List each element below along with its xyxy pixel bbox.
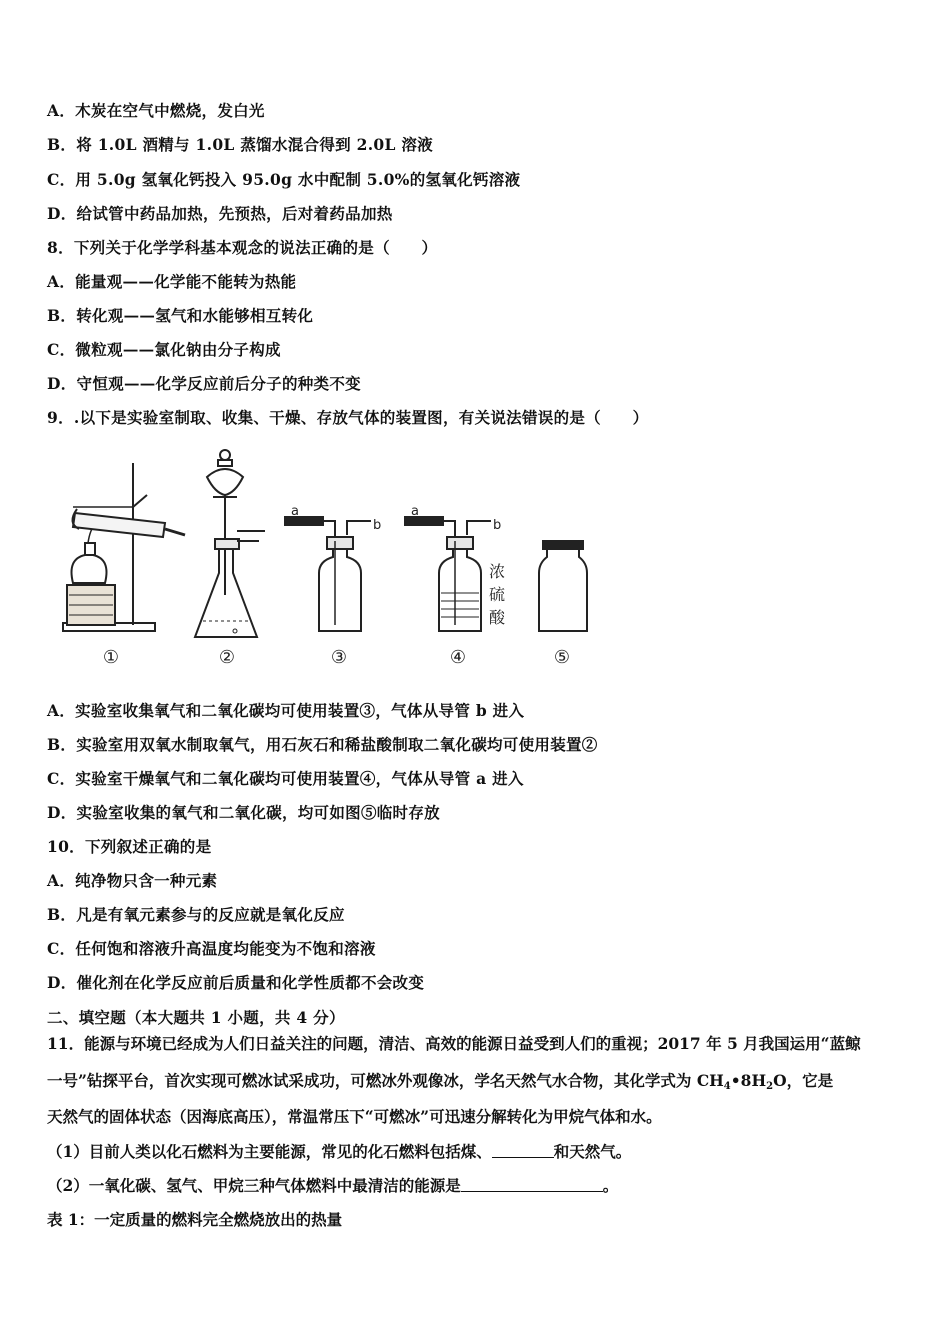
q9-stem: 9．.以下是实验室制取、收集、干燥、存放气体的装置图，有关说法错误的是（ ） xyxy=(47,408,649,427)
q10-option-b: B．凡是有氧元素参与的反应就是氧化反应 xyxy=(47,905,345,924)
q7-option-b: B．将 1.0L 酒精与 1.0L 蒸馏水混合得到 2.0L 溶液 xyxy=(47,135,433,154)
section-2-heading: 二、填空题（本大题共 1 小题，共 4 分） xyxy=(47,1008,345,1027)
q8-option-b: B．转化观——氢气和水能够相互转化 xyxy=(47,306,314,325)
q11-part-1-post: 和天然气。 xyxy=(553,1142,632,1161)
q11-part-2 xyxy=(47,1176,618,1196)
figure-label-3: ③ xyxy=(330,647,348,668)
ch4-subscript: 4 xyxy=(723,1081,731,1092)
apparatus-figure xyxy=(55,445,615,675)
acid-char-1: 浓 xyxy=(489,562,506,581)
q9-option-b: B．实验室用双氧水制取氧气，用石灰石和稀盐酸制取二氧化碳均可使用装置② xyxy=(47,735,598,754)
q11-line-2-mid: •8H xyxy=(730,1071,767,1090)
q11-part-1 xyxy=(47,1142,631,1162)
q9-option-a: A．实验室收集氧气和二氧化碳均可使用装置③，气体从导管 b 进入 xyxy=(47,701,525,720)
apparatus-5-storage-bottle xyxy=(539,541,587,631)
q8-option-c: C．微粒观——氯化钠由分子构成 xyxy=(47,340,281,359)
q8-stem: 8．下列关于化学学科基本观念的说法正确的是（ ） xyxy=(47,238,438,257)
table-1-caption: 表 1：一定质量的燃料完全燃烧放出的热量 xyxy=(47,1210,343,1229)
q10-option-a: A．纯净物只含一种元素 xyxy=(47,871,218,890)
q7-option-c: C．用 5.0g 氢氧化钙投入 95.0g 水中配制 5.0%的氢氧化钙溶液 xyxy=(47,170,521,189)
q11-line-1: 11．能源与环境已经成为人们日益关注的问题，清洁、高效的能源日益受到人们的重视；2017 年 5 月我国运用“蓝鲸 xyxy=(47,1034,861,1053)
q11-line-2-post: O，它是 xyxy=(773,1071,834,1090)
port-a-3: a xyxy=(291,504,299,519)
q10-stem: 10．下列叙述正确的是 xyxy=(47,837,212,856)
answer-blank-2[interactable] xyxy=(461,1177,603,1192)
q11-part-1-pre: （1）目前人类以化石燃料为主要能源，常见的化石燃料包括煤、 xyxy=(47,1142,492,1161)
figure-label-2: ② xyxy=(218,647,236,668)
q11-part-2-pre: （2）一氧化碳、氢气、甲烷三种气体燃料中最清洁的能源是 xyxy=(47,1176,461,1195)
q10-option-d: D．催化剂在化学反应前后质量和化学性质都不会改变 xyxy=(47,973,425,992)
q11-line-2-pre: 一号”钻探平台，首次实现可燃冰试采成功，可燃冰外观像冰，学名天然气水合物，其化学式为 CH xyxy=(47,1071,724,1090)
port-b-3: b xyxy=(373,518,382,533)
figure-label-1: ① xyxy=(102,647,120,668)
q10-option-c: C．任何饱和溶液升高温度均能变为不饱和溶液 xyxy=(47,939,376,958)
q9-option-d: D．实验室收集的氧气和二氧化碳，均可如图⑤临时存放 xyxy=(47,803,440,822)
q8-option-d: D．守恒观——化学反应前后分子的种类不变 xyxy=(47,374,361,393)
port-b-4: b xyxy=(493,518,502,533)
q11-line-3: 天然气的固体状态（因海底高压），常温常压下“可燃冰”可迅速分解转化为甲烷气体和水。 xyxy=(47,1107,662,1126)
apparatus-4-drying-bottle xyxy=(405,517,491,631)
q11-part-2-post: 。 xyxy=(602,1176,619,1195)
acid-char-2: 硫 xyxy=(489,585,506,604)
answer-blank-1[interactable] xyxy=(492,1143,554,1158)
acid-char-3: 酸 xyxy=(489,608,506,627)
q7-option-a: A．木炭在空气中燃烧，发白光 xyxy=(47,101,265,120)
h2o-subscript: 2 xyxy=(766,1081,774,1092)
q8-option-a: A．能量观——化学能不能转为热能 xyxy=(47,272,297,291)
figure-label-4: ④ xyxy=(449,647,467,668)
q11-line-2 xyxy=(47,1071,833,1097)
port-a-4: a xyxy=(411,504,419,519)
apparatus-2-flask xyxy=(195,450,265,637)
q7-option-d: D．给试管中药品加热，先预热，后对着药品加热 xyxy=(47,204,393,223)
apparatus-3-bottle xyxy=(285,517,371,631)
apparatus-1-heating xyxy=(63,463,185,631)
figure-label-5: ⑤ xyxy=(553,647,571,668)
q9-option-c: C．实验室干燥氧气和二氧化碳均可使用装置④，气体从导管 a 进入 xyxy=(47,769,524,788)
